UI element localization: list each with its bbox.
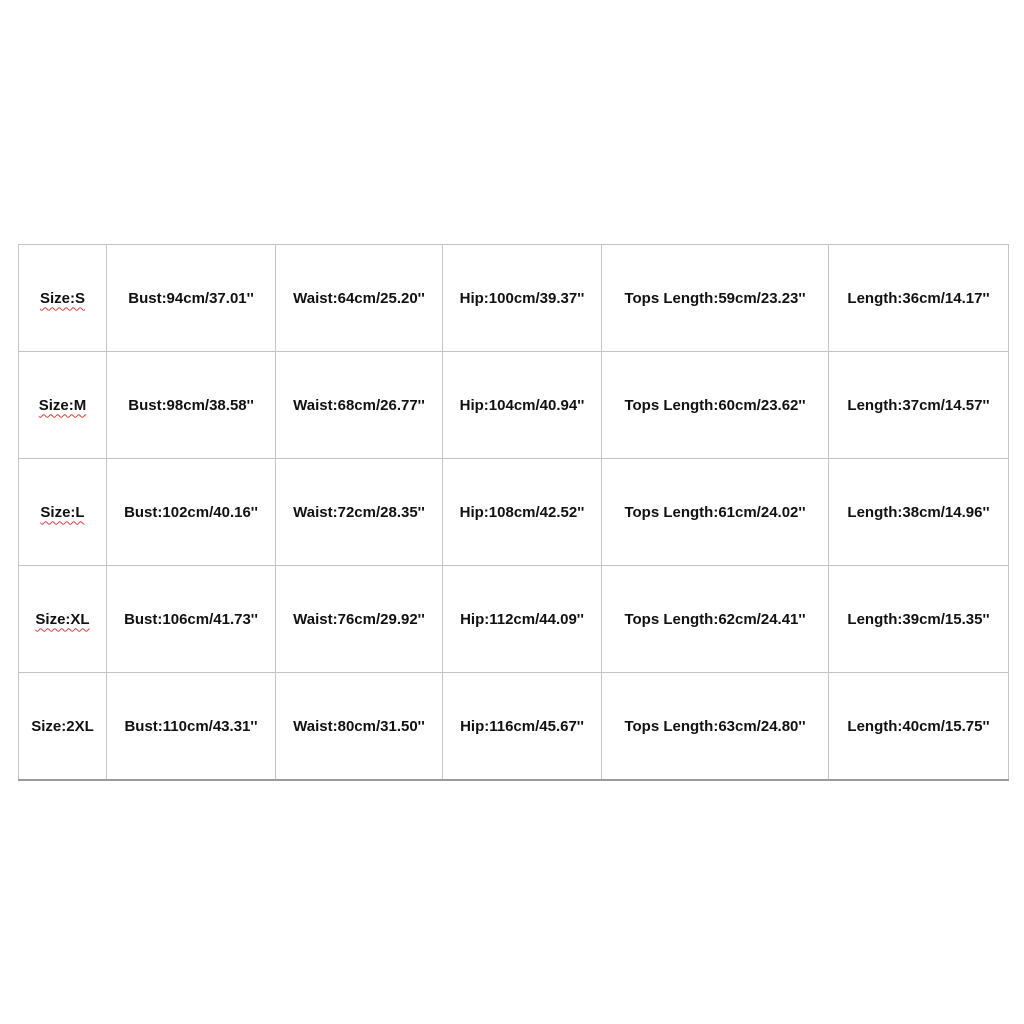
size-cell (19, 352, 107, 459)
bust-cell: Bust:98cm/38.58'' (107, 352, 276, 459)
table-row-size-xl (19, 566, 1009, 673)
table-row-size-m (19, 352, 1009, 459)
size-label: Size:XL (35, 610, 90, 628)
size-cell (19, 245, 107, 352)
hip-cell: Hip:104cm/40.94'' (443, 352, 602, 459)
bust-cell: Bust:110cm/43.31'' (107, 673, 276, 781)
size-label: Size:S (39, 289, 85, 307)
size-cell (19, 673, 107, 781)
tops-length-cell: Tops Length:60cm/23.62'' (602, 352, 829, 459)
waist-cell: Waist:68cm/26.77'' (276, 352, 443, 459)
bust-cell: Bust:94cm/37.01'' (107, 245, 276, 352)
length-cell: Length:39cm/15.35'' (829, 566, 1009, 673)
waist-cell: Waist:80cm/31.50'' (276, 673, 443, 781)
hip-cell: Hip:112cm/44.09'' (443, 566, 602, 673)
length-cell: Length:37cm/14.57'' (829, 352, 1009, 459)
size-label: Size:2XL (31, 717, 94, 735)
tops-length-cell: Tops Length:59cm/23.23'' (602, 245, 829, 352)
waist-cell: Waist:64cm/25.20'' (276, 245, 443, 352)
size-label: Size:L (40, 503, 85, 521)
tops-length-cell: Tops Length:62cm/24.41'' (602, 566, 829, 673)
size-chart-table (18, 244, 1009, 781)
tops-length-cell: Tops Length:63cm/24.80'' (602, 673, 829, 781)
hip-cell: Hip:108cm/42.52'' (443, 459, 602, 566)
table-row-size-s (19, 245, 1009, 352)
length-cell: Length:40cm/15.75'' (829, 673, 1009, 781)
size-cell (19, 459, 107, 566)
bust-cell: Bust:106cm/41.73'' (107, 566, 276, 673)
size-label: Size:M (38, 396, 87, 414)
length-cell: Length:38cm/14.96'' (829, 459, 1009, 566)
waist-cell: Waist:76cm/29.92'' (276, 566, 443, 673)
length-cell: Length:36cm/14.17'' (829, 245, 1009, 352)
hip-cell: Hip:116cm/45.67'' (443, 673, 602, 781)
tops-length-cell: Tops Length:61cm/24.02'' (602, 459, 829, 566)
bust-cell: Bust:102cm/40.16'' (107, 459, 276, 566)
hip-cell: Hip:100cm/39.37'' (443, 245, 602, 352)
size-cell (19, 566, 107, 673)
table-row-size-l (19, 459, 1009, 566)
table-row-size-2xl (19, 673, 1009, 781)
waist-cell: Waist:72cm/28.35'' (276, 459, 443, 566)
